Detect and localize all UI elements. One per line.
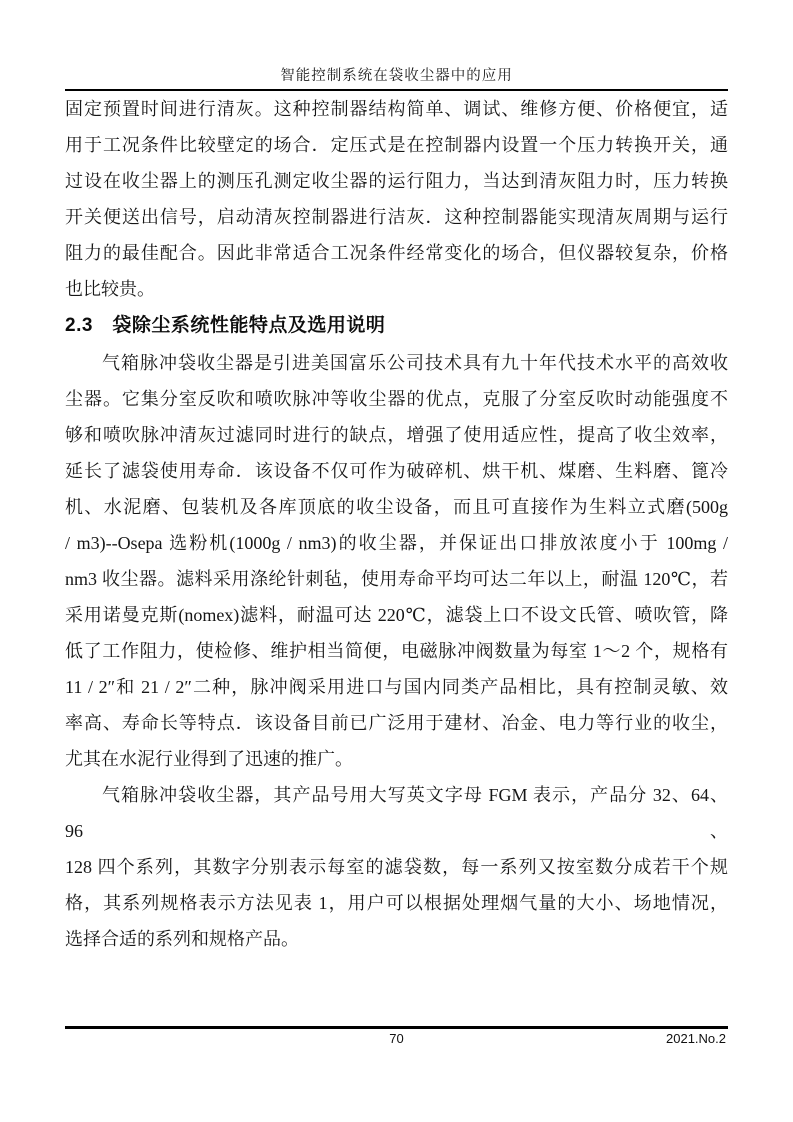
issue-number: 2021.No.2 [666,1031,726,1046]
page-number: 70 [389,1031,404,1046]
paragraph-line: 气箱脉冲袋收尘器，其产品号用大写英文字母 FGM 表示，产品分 32、64、96、 [65,785,728,841]
paragraph-line: 低了工作阻力，使检修、维护相当简便，电磁脉冲阀数量为每室 1～2 个，规格有 [65,641,728,661]
paragraph-line: / m3)--Osepa 选粉机(1000g / nm3)的收尘器，并保证出口排放浓度小于 100mg / [65,533,728,553]
paragraph-line: 延长了滤袋使用寿命．该设备不仅可作为破碎机、烘干机、煤磨、生料磨、篦冷 [65,461,728,481]
paragraph-line: 机、水泥磨、包装机及各库顶底的收尘设备，而且可直接作为生料立式磨(500g [65,497,728,517]
paragraph-line: 过设在收尘器上的测压孔测定收尘器的运行阻力，当达到清灰阻力时，压力转换 [65,171,728,191]
paragraph-line: 128 四个系列，其数字分别表示每室的滤袋数，每一系列又按室数分成若干个规 [65,857,728,877]
paragraph-line: 尘器。它集分室反吹和喷吹脉冲等收尘器的优点，克服了分室反吹时动能强度不 [65,389,728,409]
paragraph [65,777,728,957]
paragraph-line: 率高、寿命长等特点．该设备目前已广泛用于建材、冶金、电力等行业的收尘， [65,713,728,733]
paragraph-line: 气箱脉冲袋收尘器是引进美国富乐公司技术具有九十年代技术水平的高效收 [102,353,728,373]
paragraph-line: 选择合适的系列和规格产品。 [65,929,299,949]
document-body [65,91,728,957]
paragraph-line: 11 / 2″和 21 / 2″二种，脉冲阀采用进口与国内同类产品相比，具有控制灵敏、效 [65,677,728,697]
paragraph-line: 采用诺曼克斯(nomex)滤料，耐温可达 220℃，滤袋上口不设文氏管、喷吹管，降 [65,605,728,625]
page-footer [65,1031,728,1049]
paragraph-line: 用于工况条件比较壁定的场合．定压式是在控制器内设置一个压力转换开关，通 [65,135,728,155]
section-heading: 2.3 袋除尘系统性能特点及选用说明 [65,315,386,336]
paragraph-line: 也比较贵。 [65,279,155,299]
paragraph [65,345,728,777]
paragraph-line: 阻力的最佳配合。因此非常适合工况条件经常变化的场合，但仪器较复杂，价格 [65,243,728,263]
paragraph-line: 尤其在水泥行业得到了迅速的推广。 [65,749,353,769]
journal-header-title: 智能控制系统在袋收尘器中的应用 [280,68,513,84]
paragraph-line: 开关便送出信号，启动清灰控制器进行洁灰．这种控制器能实现清灰周期与运行 [65,207,728,227]
paragraph-line: 固定预置时间进行清灰。这种控制器结构简单、调试、维修方便、价格便宜，适 [65,99,728,119]
paragraph-line: 够和喷吹脉冲清灰过滤同时进行的缺点，增强了使用适应性，提高了收尘效率， [65,425,728,445]
paragraph-line: 格，其系列规格表示方法见表 1，用户可以根据处理烟气量的大小、场地情况， [65,893,728,913]
paragraph-line: nm3 收尘器。滤料采用涤纶针刺毡，使用寿命平均可达二年以上，耐温 120℃，若 [65,569,728,589]
footer-rule [65,1026,728,1029]
paragraph [65,91,728,307]
